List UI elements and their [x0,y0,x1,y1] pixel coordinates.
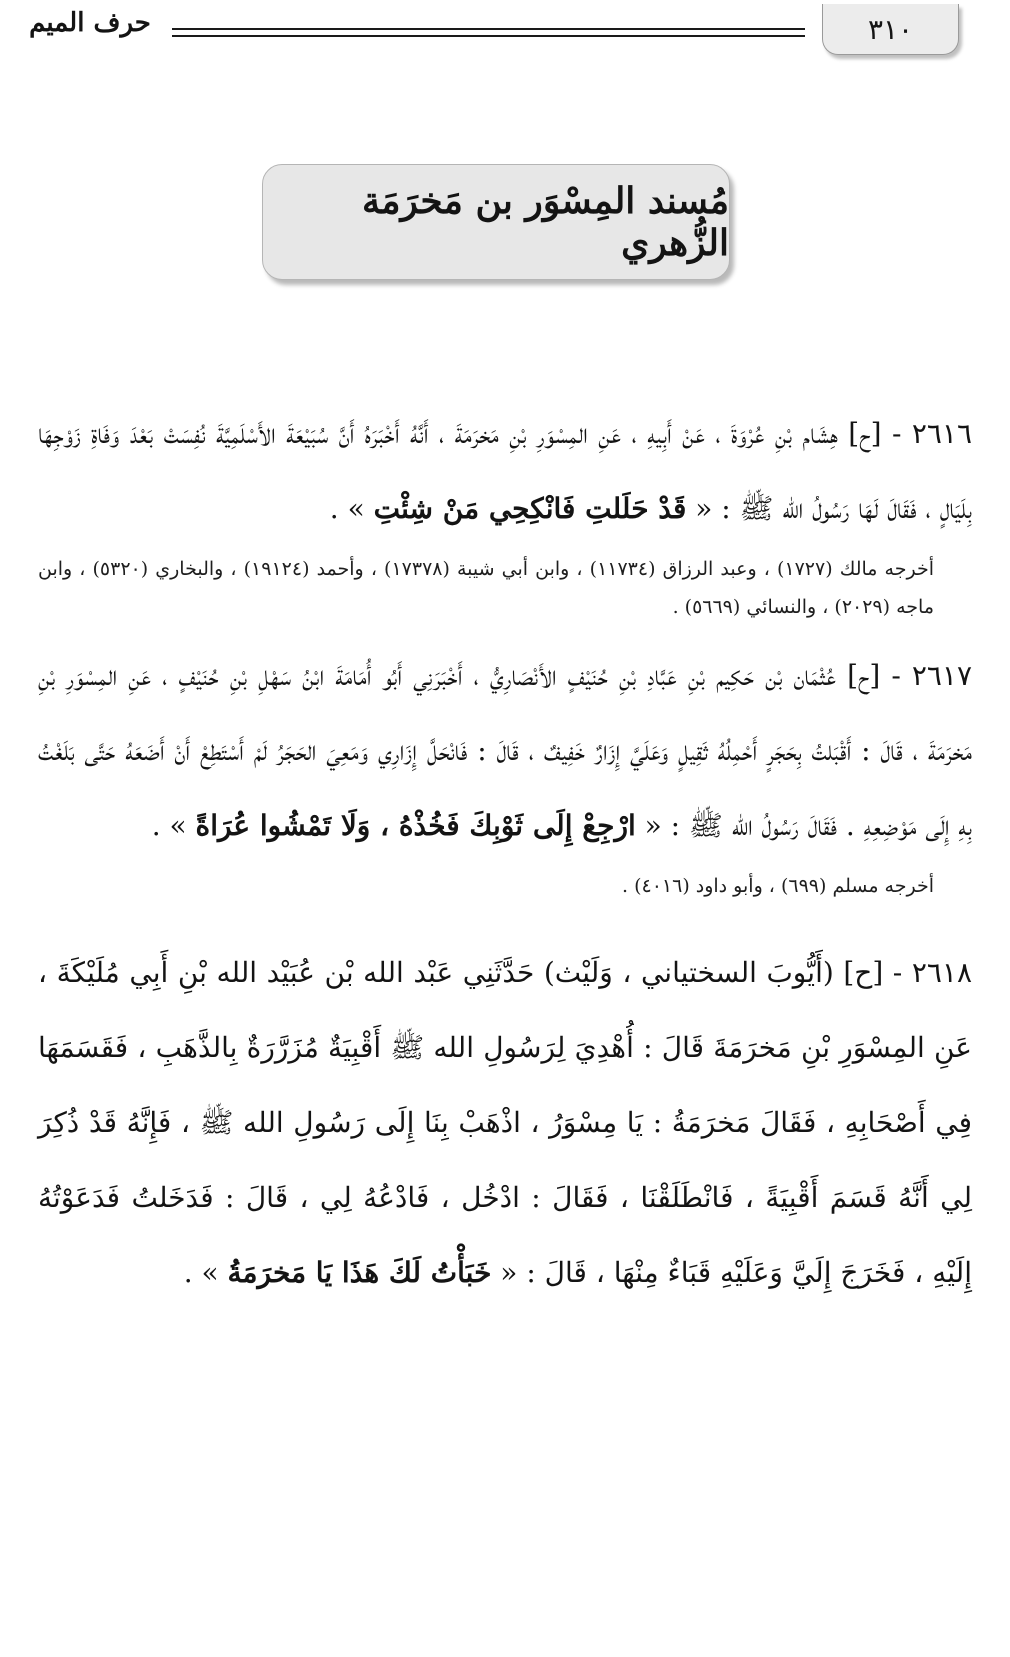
hadith-text: - [ح] هِشَام بْنِ عُرْوَةَ ، عَنْ أَبِيهِ ، عَنِ المِسْوَرِ بْنِ مَخرَمَةَ ، أَنَّهُ أَخْبَرَهُ أَنَّ سُبَيْعَةَ الأَسْلَمِيَّةَ نُفِسَتْ بَعْدَ وَفَاةِ زَوْجِهَا بِلَيَالٍ ، فَقَالَ لَهَا رَسُولُ الله ﷺ : « [38,417,972,525]
header-rule [172,28,805,37]
section-title-box [262,164,730,280]
hadith-number: ٢٦١٦ [911,417,972,450]
hadith-text-end: » . [329,492,374,525]
hadith-2616 [38,396,972,546]
hadith-number: ٢٦١٧ [911,659,972,692]
hadith-prophetic-saying: خَبَأْتُ لَكَ هَذَا يَا مَخرَمَةُ [227,1256,492,1289]
running-head: حرف الميم [29,8,151,38]
hadith-text: - [ح] عُثْمَان بْن حَكِيم بْنِ عَبَّادِ بْنِ حُنَيْفٍ الأَنْصَارِيُّ ، أَخْبَرَنِي أَبُو أُمَامَةَ ابْنُ سَهْلِ بْنِ حُنَيْفٍ ، عَنِ المِسْوَرِ بْنِ مَخرَمَةَ ، قَالَ : أَقْبَلتُ بِحَجَرٍ أَحْمِلُهُ ثَقِيلٍ وَعَلَيَّ إِزَارٌ خَفِيفٌ ، قَالَ : فَانْحَلَّ إِزَارِي وَمَعِيَ الحَجَرُ لَمْ أَسْتَطِعْ أَنْ أَضَعَهُ حَتَّى بَلَغْتُ بِهِ إِلَى مَوْضِعِهِ . فَقَالَ رَسُولُ الله ﷺ : « [38,659,972,842]
hadith-text-end: » . [151,809,196,842]
section-title: مُسند المِسْوَر بن مَخرَمَة الزُّهري [361,180,729,264]
takhrij-2617: أخرجه مسلم (٦٩٩) ، وأبو داود (٤٠١٦) . [621,875,934,897]
page-number-text: ٣١٠ [867,12,914,46]
hadith-prophetic-saying: ارْجِعْ إِلَى ثَوْبِكَ فَخُذْهُ ، وَلَا تَمْشُوا عُرَاةً [195,809,636,842]
page-body [38,396,972,1310]
hadith-prophetic-saying: قَدْ حَلَلتِ فَانْكِحِي مَنْ شِئْتِ [373,492,687,525]
page-number [822,4,959,55]
hadith-2618 [38,935,972,1310]
hadith-2617 [38,638,972,863]
hadith-number: ٢٦١٨ [911,956,972,989]
takhrij-2616: أخرجه مالك (١٧٢٧) ، وعبد الرزاق (١١٧٣٤) ، وابن أبي شيبة (١٧٣٧٨) ، وأحمد (١٩١٢٤) ، والبخاري (٥٣٢٠) ، وابن ماجه (٢٠٢٩) ، والنسائي (٥٦٦٩) . [38,558,934,618]
hadith-text-end: » . [183,1256,228,1289]
hadith-text: - [ح] (أَيُّوبَ السختياني ، وَلَيْث) حَدَّثَنِي عَبْد الله بْن عُبَيْد الله بْنِ أَبِي مُلَيْكَةَ ، عَنِ المِسْوَرِ بْنِ مَخرَمَةَ قَالَ : أُهْدِيَ لِرَسُولِ الله ﷺ أَقْبِيَةٌ مُزَرَّرَةٌ بِالذَّهَبِ ، فَقَسَمَهَا فِي أَصْحَابِهِ ، فَقَالَ مَخرَمَةُ : يَا مِسْوَرُ ، اذْهَبْ بِنَا إِلَى رَسُولِ الله ﷺ ، فَإِنَّهُ قَدْ ذُكِرَ لِي أَنَّهُ قَسَمَ أَقْبِيَةً ، فَانْطَلَقْنَا ، فَقَالَ : ادْخُل ، فَادْعُهُ لِي ، قَالَ : فَدَخَلتُ فَدَعَوْتُهُ إِلَيْهِ ، فَخَرَجَ إِلَيَّ وَعَلَيْهِ قَبَاءٌ مِنْهَا ، قَالَ : « [38,956,972,1289]
